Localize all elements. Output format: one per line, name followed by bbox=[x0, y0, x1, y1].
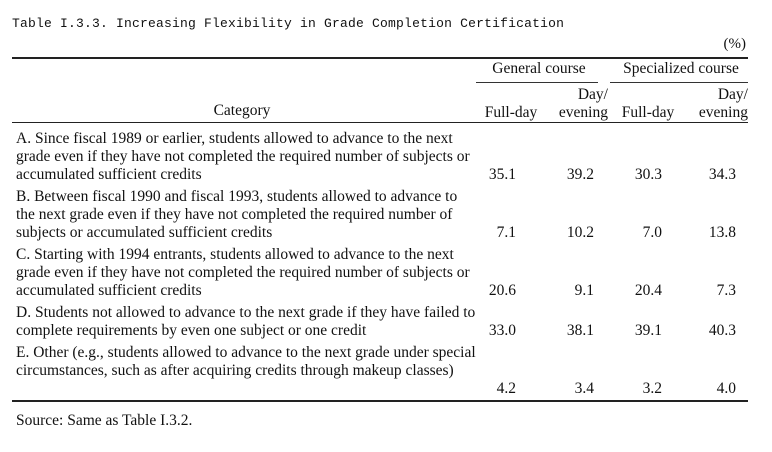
bottom-rule bbox=[12, 400, 748, 402]
row-d-specialized-full-day: 39.1 bbox=[634, 322, 662, 339]
row-b-label: B. Between fiscal 1990 and fiscal 1993, students allowed to advance to the next grade even if they have not completed the required number of subjects or accumulated sufficient credits bbox=[16, 188, 458, 241]
general-course-underline bbox=[476, 82, 598, 83]
row-d-label: D. Students not allowed to advance to the next grade if they have failed to complete requirements by even one subject or one credit bbox=[16, 304, 476, 339]
row-e-general-full-day: 4.2 bbox=[496, 380, 516, 397]
row-b-general-day-evening: 10.2 bbox=[566, 224, 594, 241]
category-column-header: Category bbox=[213, 102, 271, 119]
row-b-specialized-full-day: 7.0 bbox=[642, 224, 662, 241]
row-c-specialized-full-day: 20.4 bbox=[634, 282, 662, 299]
row-e-label: E. Other (e.g., students allowed to advance to the next grade under special circumstances, such as after acquiring credits through makeup classes) bbox=[16, 344, 476, 379]
top-rule bbox=[12, 57, 748, 59]
row-c-specialized-day-evening: 7.3 bbox=[716, 282, 736, 299]
row-b-general-full-day: 7.1 bbox=[496, 224, 516, 241]
row-a-specialized-day-evening: 34.3 bbox=[708, 166, 736, 183]
row-a-general-day-evening: 39.2 bbox=[566, 166, 594, 183]
row-b-specialized-day-evening: 13.8 bbox=[708, 224, 736, 241]
row-c-label: C. Starting with 1994 entrants, students allowed to advance to the next grade even if they have not completed the required number of subjects or accumulated sufficient credits bbox=[16, 246, 470, 299]
specialized-day-evening-header bbox=[686, 86, 748, 122]
specialized-course-header: Specialized course bbox=[623, 60, 739, 77]
row-a-general-full-day: 35.1 bbox=[488, 166, 516, 183]
day-label: Day/ bbox=[717, 86, 748, 103]
row-d-specialized-day-evening: 40.3 bbox=[708, 322, 736, 339]
row-d-general-full-day: 33.0 bbox=[488, 322, 516, 339]
day-label: Day/ bbox=[577, 86, 608, 103]
evening-label: evening bbox=[698, 104, 748, 121]
table-caption: Table I.3.3. Increasing Flexibility in Grade Completion Certification bbox=[12, 16, 565, 31]
row-d-general-day-evening: 38.1 bbox=[566, 322, 594, 339]
row-e-specialized-full-day: 3.2 bbox=[642, 380, 662, 397]
row-a-specialized-full-day: 30.3 bbox=[634, 166, 662, 183]
unit-label: (%) bbox=[723, 36, 746, 52]
specialized-full-day-header: Full-day bbox=[621, 104, 675, 121]
general-course-header: General course bbox=[492, 60, 586, 77]
row-e-specialized-day-evening: 4.0 bbox=[716, 380, 736, 397]
row-a-label: A. Since fiscal 1989 or earlier, students allowed to advance to the next grade even if they have not completed the required number of subjects or accumulated sufficient credits bbox=[16, 130, 470, 183]
source-note: Source: Same as Table I.3.2. bbox=[16, 412, 193, 429]
evening-label: evening bbox=[558, 104, 608, 121]
specialized-course-underline bbox=[610, 82, 748, 83]
row-e-general-day-evening: 3.4 bbox=[574, 380, 594, 397]
row-c-general-day-evening: 9.1 bbox=[574, 282, 594, 299]
header-rule bbox=[12, 122, 748, 123]
general-day-evening-header bbox=[546, 86, 608, 122]
row-c-general-full-day: 20.6 bbox=[488, 282, 516, 299]
general-full-day-header: Full-day bbox=[484, 104, 538, 121]
